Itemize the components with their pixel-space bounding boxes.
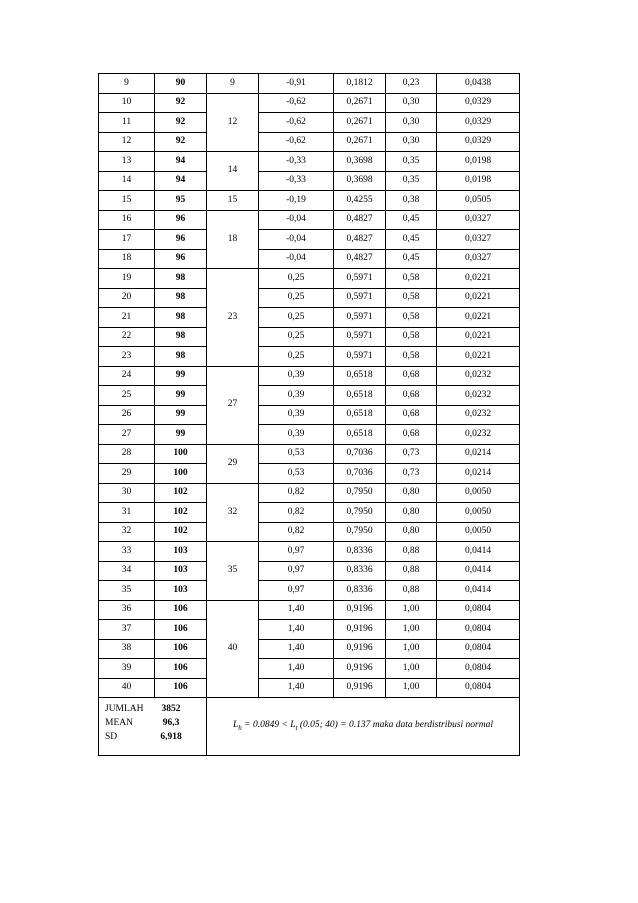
- cumulative-frequency-cell: 18: [207, 210, 259, 269]
- row-number-cell: 34: [99, 561, 155, 581]
- xi-value-cell: 92: [155, 93, 207, 113]
- zi-cell: -0,62: [259, 93, 334, 113]
- s-zi-cell: 0,58: [386, 327, 437, 347]
- row-number-cell: 9: [99, 74, 155, 94]
- row-number-cell: 11: [99, 113, 155, 133]
- f-zi-cell: 0,7950: [334, 522, 386, 542]
- zi-cell: -0,33: [259, 171, 334, 191]
- table-row: [99, 269, 520, 289]
- s-zi-cell: 0,30: [386, 113, 437, 133]
- row-number-cell: 14: [99, 171, 155, 191]
- xi-value-cell: 98: [155, 327, 207, 347]
- table-row: [99, 503, 520, 523]
- mean-label: MEAN: [105, 718, 133, 728]
- cumulative-frequency-cell: 40: [207, 600, 259, 698]
- difference-cell: 0,0414: [437, 542, 520, 562]
- table-row: [99, 93, 520, 113]
- cumulative-frequency-cell: 29: [207, 444, 259, 483]
- zi-cell: 0,97: [259, 542, 334, 562]
- xi-value-cell: 100: [155, 464, 207, 484]
- cumulative-frequency-cell: 27: [207, 366, 259, 444]
- zi-cell: -0,62: [259, 113, 334, 133]
- table-row: [99, 620, 520, 640]
- sd-label: SD: [105, 732, 118, 742]
- table-row: [99, 444, 520, 464]
- lt-text: (0.05; 40) = 0.137 maka data berdistribusi normal: [297, 720, 494, 731]
- f-zi-cell: 0,2671: [334, 132, 386, 152]
- xi-value-cell: 96: [155, 230, 207, 250]
- cumulative-frequency-cell: 14: [207, 152, 259, 191]
- conclusion-cell: [207, 698, 520, 756]
- s-zi-cell: 0,58: [386, 347, 437, 367]
- row-number-cell: 32: [99, 522, 155, 542]
- f-zi-cell: 0,6518: [334, 405, 386, 425]
- table-row: [99, 191, 520, 211]
- jumlah-label: JUMLAH: [105, 704, 144, 714]
- row-number-cell: 31: [99, 503, 155, 523]
- row-number-cell: 28: [99, 444, 155, 464]
- s-zi-cell: 0,58: [386, 288, 437, 308]
- xi-value-cell: 92: [155, 132, 207, 152]
- zi-cell: 0,82: [259, 522, 334, 542]
- difference-cell: 0,0221: [437, 269, 520, 289]
- zi-cell: 0,53: [259, 444, 334, 464]
- cumulative-frequency-cell: 12: [207, 93, 259, 152]
- zi-cell: 0,82: [259, 503, 334, 523]
- difference-cell: 0,0804: [437, 659, 520, 679]
- xi-value-cell: 100: [155, 444, 207, 464]
- xi-value-cell: 92: [155, 113, 207, 133]
- table-row: [99, 386, 520, 406]
- row-number-cell: 35: [99, 581, 155, 601]
- s-zi-cell: 0,68: [386, 386, 437, 406]
- difference-cell: 0,0804: [437, 620, 520, 640]
- zi-cell: 1,40: [259, 600, 334, 620]
- table-row: [99, 152, 520, 172]
- f-zi-cell: 0,4827: [334, 210, 386, 230]
- xi-value-cell: 96: [155, 249, 207, 269]
- xi-value-cell: 94: [155, 152, 207, 172]
- difference-cell: 0,0329: [437, 93, 520, 113]
- cumulative-frequency-cell: 15: [207, 191, 259, 211]
- f-zi-cell: 0,6518: [334, 386, 386, 406]
- s-zi-cell: 1,00: [386, 678, 437, 698]
- s-zi-cell: 0,35: [386, 152, 437, 172]
- s-zi-cell: 0,68: [386, 425, 437, 445]
- difference-cell: 0,0804: [437, 678, 520, 698]
- f-zi-cell: 0,7036: [334, 444, 386, 464]
- s-zi-cell: 0,68: [386, 366, 437, 386]
- row-number-cell: 10: [99, 93, 155, 113]
- lh-symbol: L: [232, 720, 239, 731]
- row-number-cell: 22: [99, 327, 155, 347]
- difference-cell: 0,0198: [437, 152, 520, 172]
- s-zi-cell: 0,88: [386, 542, 437, 562]
- s-zi-cell: 1,00: [386, 659, 437, 679]
- table-row: [99, 542, 520, 562]
- row-number-cell: 25: [99, 386, 155, 406]
- jumlah-line: [105, 702, 206, 716]
- xi-value-cell: 98: [155, 308, 207, 328]
- s-zi-cell: 0,80: [386, 522, 437, 542]
- lt-subscript: t: [295, 723, 298, 732]
- s-zi-cell: 0,88: [386, 561, 437, 581]
- f-zi-cell: 0,5971: [334, 347, 386, 367]
- f-zi-cell: 0,5971: [334, 327, 386, 347]
- f-zi-cell: 0,7036: [334, 464, 386, 484]
- table-row: [99, 425, 520, 445]
- difference-cell: 0,0232: [437, 386, 520, 406]
- f-zi-cell: 0,6518: [334, 366, 386, 386]
- f-zi-cell: 0,2671: [334, 93, 386, 113]
- difference-cell: 0,0414: [437, 581, 520, 601]
- xi-value-cell: 103: [155, 542, 207, 562]
- cumulative-frequency-cell: 9: [207, 74, 259, 94]
- f-zi-cell: 0,4827: [334, 230, 386, 250]
- table-row: [99, 113, 520, 133]
- zi-cell: 0,39: [259, 405, 334, 425]
- table-row: [99, 308, 520, 328]
- difference-cell: 0,0804: [437, 639, 520, 659]
- row-number-cell: 18: [99, 249, 155, 269]
- difference-cell: 0,0221: [437, 308, 520, 328]
- xi-value-cell: 96: [155, 210, 207, 230]
- difference-cell: 0,0505: [437, 191, 520, 211]
- difference-cell: 0,0221: [437, 327, 520, 347]
- zi-cell: -0,62: [259, 132, 334, 152]
- difference-cell: 0,0214: [437, 444, 520, 464]
- table-row: [99, 249, 520, 269]
- summary-section: [99, 698, 520, 756]
- xi-value-cell: 106: [155, 659, 207, 679]
- s-zi-cell: 0,23: [386, 74, 437, 94]
- zi-cell: 0,53: [259, 464, 334, 484]
- zi-cell: 0,82: [259, 483, 334, 503]
- zi-cell: 1,40: [259, 639, 334, 659]
- cumulative-frequency-cell: 23: [207, 269, 259, 367]
- table-row: [99, 405, 520, 425]
- table-row: [99, 464, 520, 484]
- xi-value-cell: 99: [155, 405, 207, 425]
- zi-cell: -0,19: [259, 191, 334, 211]
- s-zi-cell: 0,88: [386, 581, 437, 601]
- f-zi-cell: 0,3698: [334, 152, 386, 172]
- table-row: [99, 483, 520, 503]
- row-number-cell: 39: [99, 659, 155, 679]
- f-zi-cell: 0,8336: [334, 561, 386, 581]
- s-zi-cell: 0,30: [386, 93, 437, 113]
- lh-text: = 0.0849 <: [241, 720, 291, 731]
- row-number-cell: 21: [99, 308, 155, 328]
- table-row: [99, 327, 520, 347]
- f-zi-cell: 0,9196: [334, 600, 386, 620]
- s-zi-cell: 0,35: [386, 171, 437, 191]
- zi-cell: 0,97: [259, 581, 334, 601]
- difference-cell: 0,0221: [437, 288, 520, 308]
- s-zi-cell: 0,38: [386, 191, 437, 211]
- f-zi-cell: 0,4255: [334, 191, 386, 211]
- zi-cell: 0,25: [259, 269, 334, 289]
- difference-cell: 0,0232: [437, 405, 520, 425]
- difference-cell: 0,0414: [437, 561, 520, 581]
- jumlah-value: 3852: [161, 704, 181, 714]
- table-row: [99, 171, 520, 191]
- difference-cell: 0,0232: [437, 425, 520, 445]
- xi-value-cell: 103: [155, 581, 207, 601]
- s-zi-cell: 0,45: [386, 249, 437, 269]
- difference-cell: 0,0050: [437, 522, 520, 542]
- difference-cell: 0,0327: [437, 249, 520, 269]
- table-row: [99, 132, 520, 152]
- s-zi-cell: 0,80: [386, 503, 437, 523]
- f-zi-cell: 0,3698: [334, 171, 386, 191]
- zi-cell: -0,04: [259, 230, 334, 250]
- table-row: [99, 659, 520, 679]
- zi-cell: 1,40: [259, 620, 334, 640]
- row-number-cell: 40: [99, 678, 155, 698]
- xi-value-cell: 102: [155, 483, 207, 503]
- normality-test-table: [98, 73, 520, 756]
- row-number-cell: 29: [99, 464, 155, 484]
- zi-cell: -0,04: [259, 249, 334, 269]
- row-number-cell: 33: [99, 542, 155, 562]
- xi-value-cell: 99: [155, 366, 207, 386]
- xi-value-cell: 103: [155, 561, 207, 581]
- s-zi-cell: 0,58: [386, 308, 437, 328]
- sd-value: 6,918: [160, 732, 182, 742]
- f-zi-cell: 0,2671: [334, 113, 386, 133]
- f-zi-cell: 0,9196: [334, 659, 386, 679]
- row-number-cell: 24: [99, 366, 155, 386]
- zi-cell: 0,39: [259, 425, 334, 445]
- sd-line: [105, 730, 206, 744]
- row-number-cell: 23: [99, 347, 155, 367]
- xi-value-cell: 98: [155, 269, 207, 289]
- zi-cell: 0,39: [259, 386, 334, 406]
- s-zi-cell: 1,00: [386, 639, 437, 659]
- row-number-cell: 38: [99, 639, 155, 659]
- zi-cell: 0,39: [259, 366, 334, 386]
- mean-value: 96,3: [162, 718, 180, 728]
- table-row: [99, 210, 520, 230]
- s-zi-cell: 0,73: [386, 464, 437, 484]
- xi-value-cell: 99: [155, 386, 207, 406]
- row-number-cell: 37: [99, 620, 155, 640]
- s-zi-cell: 1,00: [386, 620, 437, 640]
- difference-cell: 0,0232: [437, 366, 520, 386]
- f-zi-cell: 0,8336: [334, 581, 386, 601]
- table-row: [99, 581, 520, 601]
- s-zi-cell: 0,80: [386, 483, 437, 503]
- difference-cell: 0,0221: [437, 347, 520, 367]
- xi-value-cell: 94: [155, 171, 207, 191]
- difference-cell: 0,0327: [437, 210, 520, 230]
- cumulative-frequency-cell: 35: [207, 542, 259, 601]
- cumulative-frequency-cell: 32: [207, 483, 259, 542]
- difference-cell: 0,0329: [437, 132, 520, 152]
- mean-line: [105, 716, 206, 730]
- xi-value-cell: 98: [155, 288, 207, 308]
- table-row: [99, 561, 520, 581]
- summary-cell: [99, 698, 207, 756]
- row-number-cell: 26: [99, 405, 155, 425]
- row-number-cell: 27: [99, 425, 155, 445]
- difference-cell: 0,0327: [437, 230, 520, 250]
- row-number-cell: 16: [99, 210, 155, 230]
- difference-cell: 0,0050: [437, 483, 520, 503]
- xi-value-cell: 90: [155, 74, 207, 94]
- summary-row: [99, 698, 520, 756]
- difference-cell: 0,0198: [437, 171, 520, 191]
- table-body: [99, 74, 520, 698]
- f-zi-cell: 0,9196: [334, 620, 386, 640]
- f-zi-cell: 0,8336: [334, 542, 386, 562]
- row-number-cell: 30: [99, 483, 155, 503]
- xi-value-cell: 102: [155, 522, 207, 542]
- zi-cell: 1,40: [259, 678, 334, 698]
- f-zi-cell: 0,7950: [334, 483, 386, 503]
- s-zi-cell: 0,45: [386, 210, 437, 230]
- s-zi-cell: 0,58: [386, 269, 437, 289]
- s-zi-cell: 0,45: [386, 230, 437, 250]
- xi-value-cell: 98: [155, 347, 207, 367]
- xi-value-cell: 102: [155, 503, 207, 523]
- table-row: [99, 639, 520, 659]
- lt-symbol: L: [290, 720, 296, 731]
- f-zi-cell: 0,9196: [334, 639, 386, 659]
- zi-cell: 0,97: [259, 561, 334, 581]
- zi-cell: 0,25: [259, 327, 334, 347]
- xi-value-cell: 106: [155, 620, 207, 640]
- zi-cell: 0,25: [259, 347, 334, 367]
- row-number-cell: 12: [99, 132, 155, 152]
- xi-value-cell: 106: [155, 639, 207, 659]
- f-zi-cell: 0,4827: [334, 249, 386, 269]
- row-number-cell: 15: [99, 191, 155, 211]
- s-zi-cell: 0,73: [386, 444, 437, 464]
- zi-cell: 1,40: [259, 659, 334, 679]
- f-zi-cell: 0,5971: [334, 308, 386, 328]
- f-zi-cell: 0,7950: [334, 503, 386, 523]
- zi-cell: -0,91: [259, 74, 334, 94]
- f-zi-cell: 0,1812: [334, 74, 386, 94]
- zi-cell: -0,04: [259, 210, 334, 230]
- s-zi-cell: 1,00: [386, 600, 437, 620]
- s-zi-cell: 0,30: [386, 132, 437, 152]
- f-zi-cell: 0,5971: [334, 288, 386, 308]
- table-row: [99, 522, 520, 542]
- difference-cell: 0,0329: [437, 113, 520, 133]
- table-row: [99, 288, 520, 308]
- table-row: [99, 74, 520, 94]
- difference-cell: 0,0050: [437, 503, 520, 523]
- difference-cell: 0,0438: [437, 74, 520, 94]
- xi-value-cell: 106: [155, 678, 207, 698]
- xi-value-cell: 99: [155, 425, 207, 445]
- s-zi-cell: 0,68: [386, 405, 437, 425]
- table-row: [99, 230, 520, 250]
- difference-cell: 0,0214: [437, 464, 520, 484]
- table-row: [99, 600, 520, 620]
- row-number-cell: 20: [99, 288, 155, 308]
- xi-value-cell: 95: [155, 191, 207, 211]
- lh-subscript: h: [238, 723, 242, 732]
- zi-cell: 0,25: [259, 288, 334, 308]
- row-number-cell: 13: [99, 152, 155, 172]
- table-row: [99, 366, 520, 386]
- zi-cell: 0,25: [259, 308, 334, 328]
- table-row: [99, 347, 520, 367]
- f-zi-cell: 0,6518: [334, 425, 386, 445]
- xi-value-cell: 106: [155, 600, 207, 620]
- row-number-cell: 19: [99, 269, 155, 289]
- f-zi-cell: 0,5971: [334, 269, 386, 289]
- f-zi-cell: 0,9196: [334, 678, 386, 698]
- difference-cell: 0,0804: [437, 600, 520, 620]
- table-row: [99, 678, 520, 698]
- row-number-cell: 17: [99, 230, 155, 250]
- row-number-cell: 36: [99, 600, 155, 620]
- zi-cell: -0,33: [259, 152, 334, 172]
